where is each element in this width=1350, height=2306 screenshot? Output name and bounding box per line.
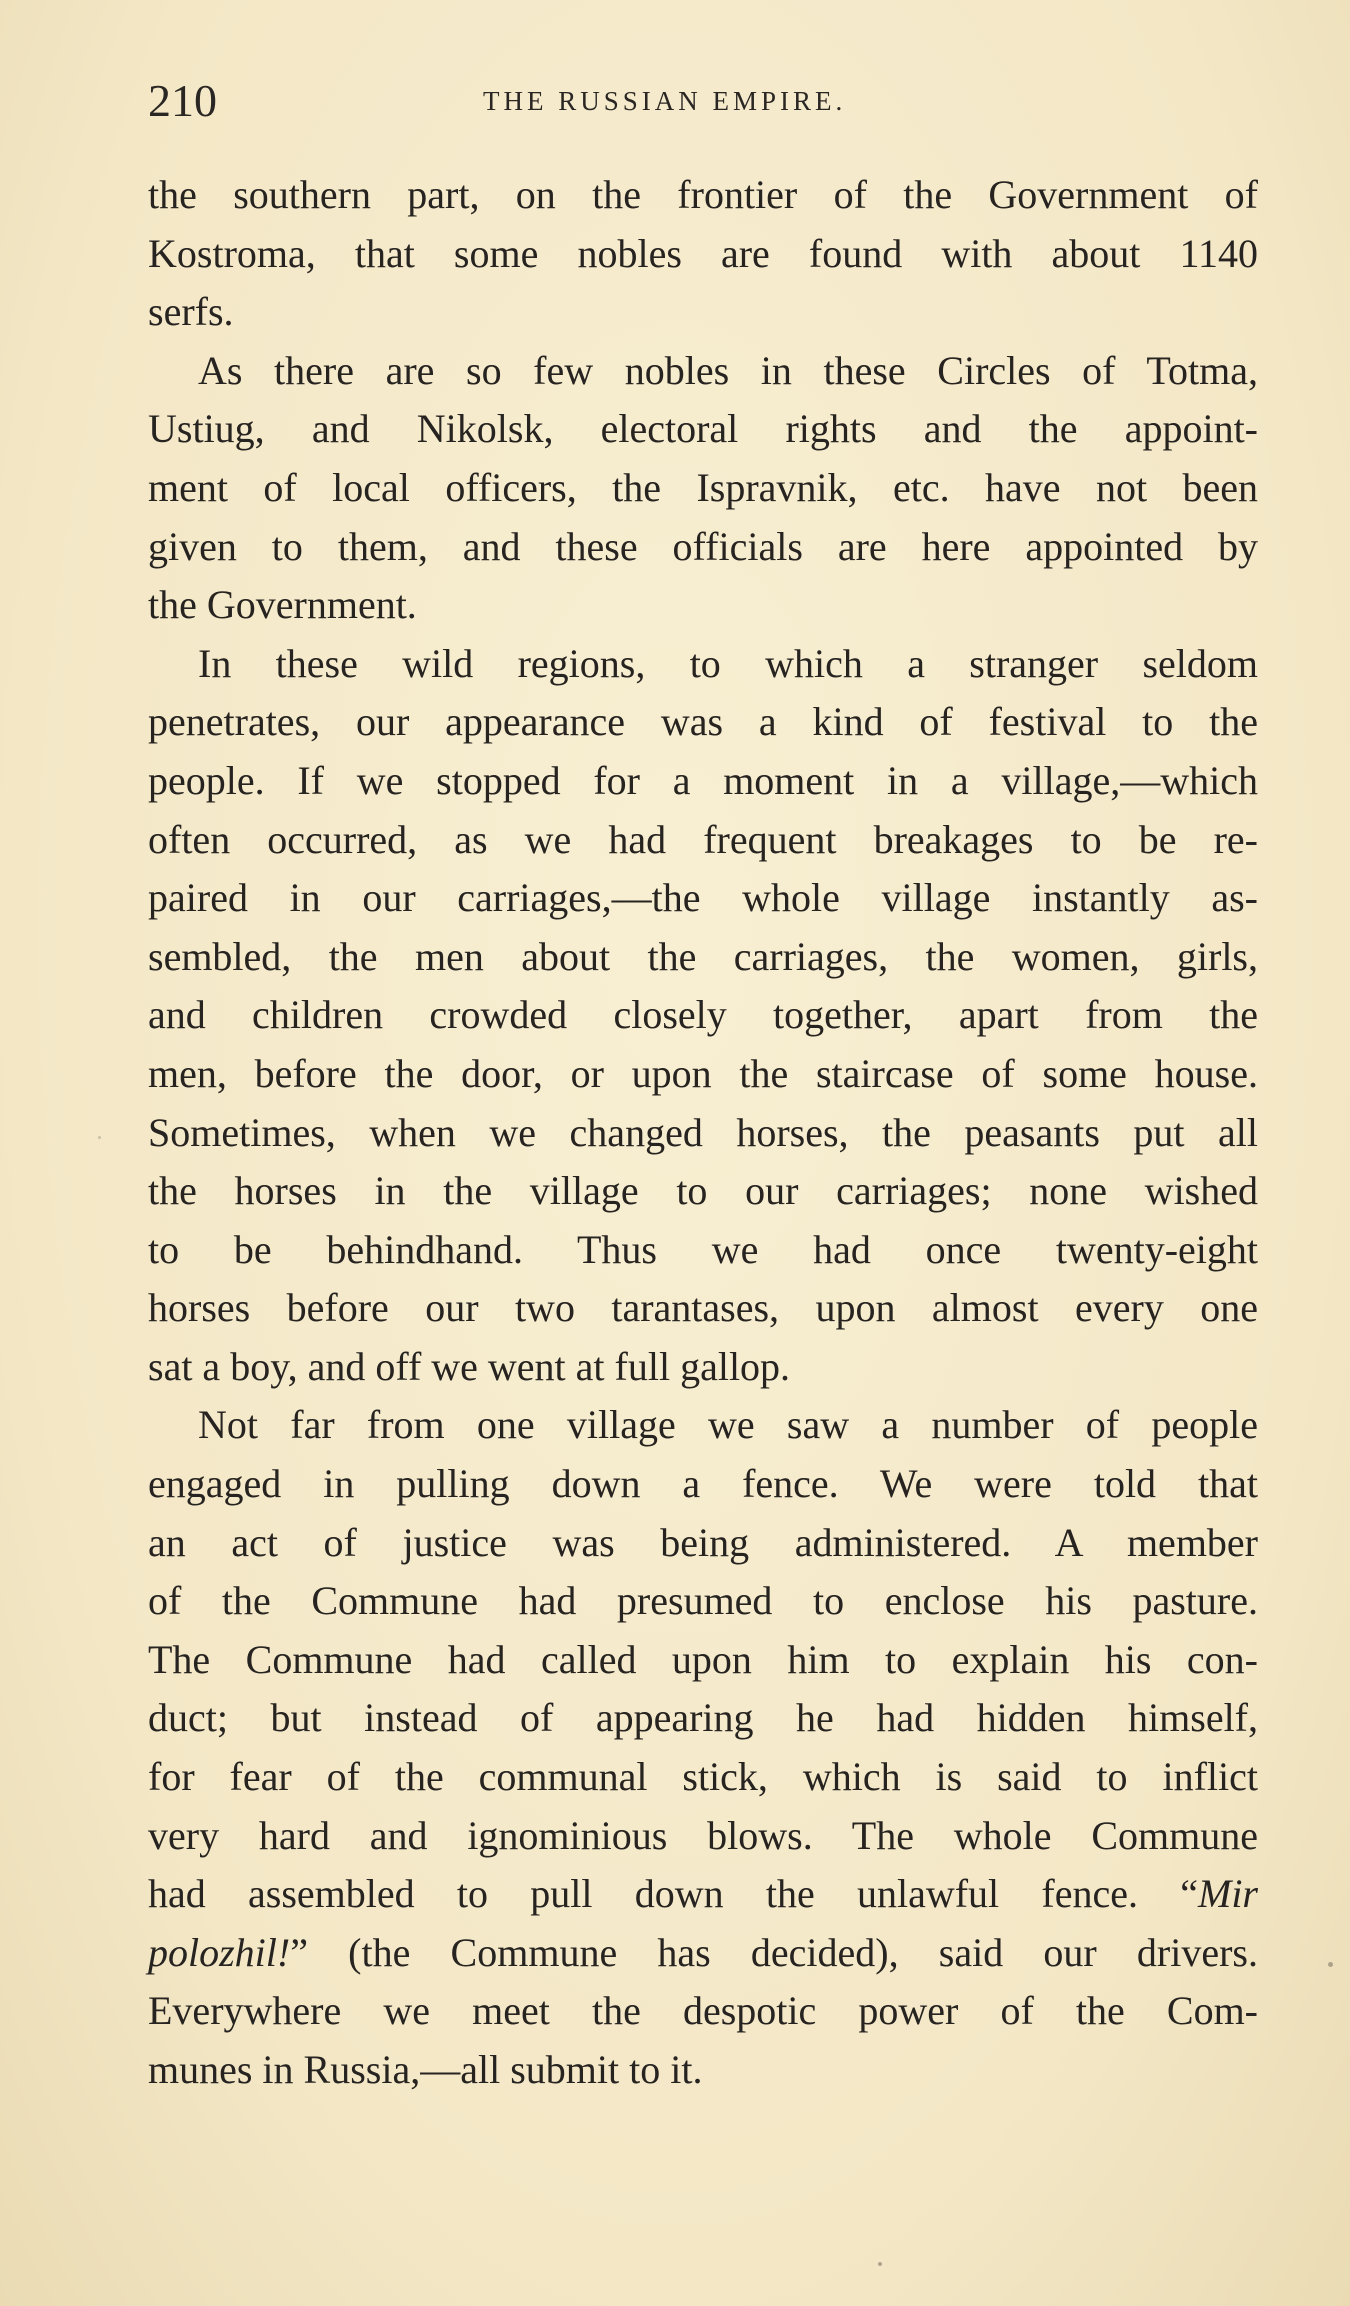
text-line: of the Commune had presumed to enclose his pasture. (148, 1578, 1258, 1624)
text-line: ment of local officers, the Ispravnik, etc. have not been (148, 464, 1258, 510)
text-line: engaged in pulling down a fence. We were told that (148, 1461, 1258, 1507)
text-line: given to them, and these officials are here appointed by (148, 523, 1258, 569)
text-line: sembled, the men about the carriages, the women, girls, (148, 933, 1258, 979)
text-line: serfs. (148, 289, 234, 335)
text-line: men, before the door, or upon the staircase of some house. (148, 1050, 1258, 1096)
text-line: As there are so few nobles in these Circles of Totma, (198, 347, 1258, 393)
text-line: often occurred, as we had frequent breakages to be re- (148, 816, 1258, 862)
text-line-with-italic (148, 1865, 1258, 1924)
paper-speck (878, 2262, 882, 2266)
running-head (148, 74, 1258, 134)
text-line: to be behindhand. Thus we had once twenty-eight (148, 1226, 1258, 1272)
paper-speck (98, 1136, 101, 1139)
text-line: sat a boy, and off we went at full gallop. (148, 1343, 791, 1389)
text-line: people. If we stopped for a moment in a village,—which (148, 757, 1258, 803)
text-line: the horses in the village to our carriages; none wished (148, 1168, 1258, 1214)
text-line: Ustiug, and Nikolsk, electoral rights and the appoint- (148, 406, 1258, 452)
text-line: for fear of the communal stick, which is said to inflict (148, 1754, 1258, 1800)
text-line: the southern part, on the frontier of the Government of (148, 172, 1258, 217)
text-line: duct; but instead of appearing he had hidden himself, (148, 1695, 1258, 1741)
text-line: the Government. (148, 582, 417, 628)
text-line: munes in Russia,—all submit to it. (148, 2047, 703, 2092)
text-line: an act of justice was being administered. A member (148, 1519, 1258, 1565)
text-line: very hard and ignominious blows. The whole Commune (148, 1812, 1258, 1858)
text-line: Not far from one village we saw a number of people (198, 1402, 1258, 1448)
page-number: 210 (148, 75, 217, 126)
body-text (148, 166, 1258, 2100)
running-title: THE RUSSIAN EMPIRE. (483, 86, 847, 116)
paper-speck (1328, 1962, 1333, 1967)
text-line-with-italic (148, 1924, 1258, 1983)
text-line: Everywhere we meet the despotic power of the Com- (148, 1988, 1258, 2034)
text-line: Sometimes, when we changed horses, the peasants put all (148, 1109, 1258, 1155)
text-line: paired in our carriages,—the whole village instantly as- (148, 875, 1258, 921)
text-line: Kostroma, that some nobles are found with about 1140 (148, 230, 1258, 276)
text-run: had assembled to pull down the unlawful fence. “ (148, 1871, 1198, 1917)
text-run: ” (the Commune has decided), said our drivers. (290, 1929, 1258, 1975)
italic-phrase: polozhil! (148, 1929, 291, 1975)
italic-phrase: Mir (1198, 1871, 1258, 1917)
text-line: The Commune had called upon him to explain his con- (148, 1636, 1258, 1682)
text-line: horses before our two tarantases, upon almost every one (148, 1285, 1258, 1331)
text-line: penetrates, our appearance was a kind of festival to the (148, 699, 1258, 745)
text-line: and children crowded closely together, apart from the (148, 992, 1258, 1038)
text-line: In these wild regions, to which a stranger seldom (198, 640, 1258, 686)
